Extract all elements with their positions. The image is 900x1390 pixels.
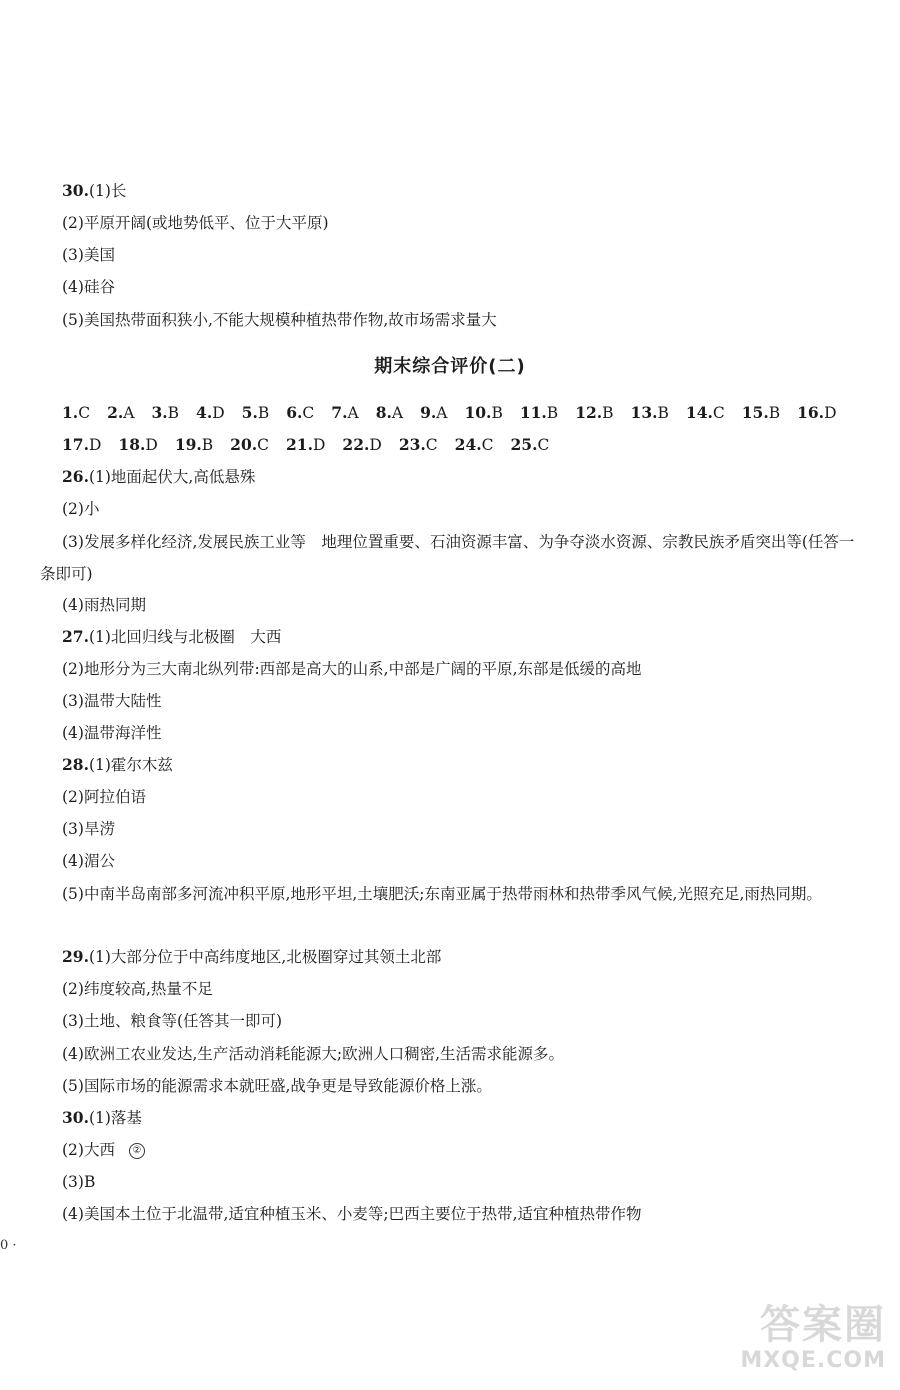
mcq-number: 21.	[286, 435, 313, 454]
mcq-number: 10.	[464, 403, 492, 422]
q30b-number: 30.	[62, 1108, 89, 1127]
mcq-number: 22.	[342, 435, 370, 454]
mcq-answer: B	[546, 404, 559, 422]
q30-part4: (4)硅谷	[62, 278, 115, 296]
q28-part1-text: (1)霍尔木兹	[88, 756, 173, 774]
mcq-item	[686, 402, 725, 424]
circled-number-icon: ②	[129, 1143, 145, 1159]
mcq-number: 12.	[575, 403, 603, 422]
mcq-item	[175, 434, 213, 456]
mcq-number: 23.	[398, 435, 426, 454]
mcq-number: 1.	[62, 403, 79, 422]
mcq-answer: D	[88, 436, 102, 454]
q29-part4: (4)欧洲工农业发达,生产活动消耗能源大;欧洲人口稠密,生活需求能源多。	[62, 1045, 565, 1063]
mcq-item	[399, 434, 438, 456]
q28-number: 28.	[62, 755, 89, 774]
mcq-number: 2.	[107, 403, 124, 422]
mcq-number: 18.	[118, 435, 146, 454]
q30b-part1	[62, 1107, 860, 1129]
mcq-item	[286, 434, 325, 456]
q28-part5: (5)中南半岛南部多河流冲积平原,地形平坦,土壤肥沃;东南亚属于热带雨林和热带季风气候,光照充足,雨热同期。	[62, 885, 822, 903]
mcq-answer: D	[212, 404, 225, 422]
mcq-number: 20.	[230, 435, 258, 454]
watermark-main-text: 答案圈	[760, 1302, 886, 1348]
mcq-answer: D	[824, 404, 837, 422]
mcq-item	[62, 434, 101, 456]
mcq-item	[151, 402, 179, 424]
mcq-answer: B	[257, 404, 270, 422]
mcq-answer: B	[602, 404, 614, 422]
q27-part1	[62, 626, 860, 648]
mcq-item	[455, 434, 494, 456]
mcq-answer: B	[768, 404, 781, 422]
mcq-answer: D	[145, 436, 158, 454]
mcq-number: 25.	[510, 435, 538, 454]
mcq-item	[242, 402, 270, 424]
q29-part1	[62, 946, 860, 968]
mcq-number: 5.	[241, 403, 258, 422]
q30b-part4: (4)美国本土位于北温带,适宜种植玉米、小麦等;巴西主要位于热带,适宜种植热带作物	[62, 1205, 642, 1223]
mcq-answer: D	[312, 436, 326, 454]
mcq-number: 24.	[454, 435, 482, 454]
section-title: 期末综合评价(二)	[374, 356, 526, 377]
q27-part2: (2)地形分为三大南北纵列带:西部是高大的山系,中部是广阔的平原,东部是低缓的高地	[62, 660, 642, 678]
mcq-number: 6.	[286, 403, 303, 422]
mcq-number: 19.	[174, 435, 202, 454]
mcq-answer: B	[201, 436, 214, 454]
mcq-answer: A	[436, 404, 448, 422]
mcq-answer: C	[481, 436, 494, 454]
q27-part4: (4)温带海洋性	[62, 724, 162, 742]
mcq-answer: B	[167, 404, 180, 422]
mcq-item	[196, 402, 225, 424]
mcq-item	[511, 434, 550, 456]
q27-part3: (3)温带大陆性	[62, 692, 162, 710]
q28-part4: (4)湄公	[62, 852, 115, 870]
q30-part5: (5)美国热带面积狭小,不能大规模种植热带作物,故市场需求量大	[62, 311, 497, 329]
mcq-answer: C	[78, 404, 91, 422]
mcq-item	[286, 402, 314, 424]
mcq-item	[62, 402, 90, 424]
q30-number: 30.	[62, 181, 89, 200]
mcq-answer: A	[347, 404, 359, 422]
mcq-answer: A	[391, 404, 404, 422]
mcq-number: 17.	[62, 435, 89, 454]
mcq-answer: A	[123, 404, 135, 422]
mcq-answer: C	[302, 404, 315, 422]
q26-part1	[62, 466, 860, 488]
mcq-answer: C	[712, 404, 725, 422]
q30b-part3: (3)B	[62, 1173, 96, 1191]
mcq-number: 13.	[630, 403, 658, 422]
mcq-item	[230, 434, 269, 456]
mcq-item	[342, 434, 381, 456]
q29-part5: (5)国际市场的能源需求本就旺盛,战争更是导致能源价格上涨。	[62, 1077, 492, 1095]
q26-part2: (2)小	[62, 500, 100, 518]
mcq-item	[118, 434, 157, 456]
mcq-item	[420, 402, 447, 424]
q27-part1-text: (1)北回归线与北极圈 大西	[88, 628, 282, 646]
page-number: 0 ·	[0, 1238, 17, 1253]
watermark-logo	[716, 1302, 886, 1382]
mcq-answer: B	[491, 404, 503, 422]
mcq-number: 8.	[375, 403, 392, 422]
mcq-number: 7.	[331, 403, 348, 422]
mcq-item	[520, 402, 558, 424]
mcq-item	[797, 402, 836, 424]
mcq-number: 9.	[420, 403, 437, 422]
q26-part1-text: (1)地面起伏大,高低悬殊	[88, 468, 256, 486]
q26-part3: (3)发展多样化经济,发展民族工业等 地理位置重要、石油资源丰富、为争夺淡水资源、宗教民族矛盾突出等(任答一条即可)	[40, 533, 855, 583]
q30-part1	[62, 180, 860, 202]
q27-number: 27.	[62, 627, 89, 646]
watermark-sub-text: MXQE.COM	[740, 1348, 886, 1373]
mcq-item	[742, 402, 780, 424]
q30b-part2-text: (2)大西	[62, 1141, 115, 1159]
mcq-item	[631, 402, 669, 424]
q30-part1-text: (1)长	[88, 182, 127, 200]
mcq-number: 15.	[741, 403, 769, 422]
q30-part3: (3)美国	[62, 246, 115, 264]
q30b-part1-text: (1)落基	[88, 1109, 142, 1127]
mcq-answers	[62, 402, 860, 456]
q28-part3: (3)旱涝	[62, 820, 115, 838]
q26-number: 26.	[62, 467, 89, 486]
mcq-item	[107, 402, 134, 424]
mcq-number: 11.	[519, 403, 547, 422]
mcq-number: 14.	[685, 403, 713, 422]
mcq-answer: C	[537, 436, 550, 454]
mcq-number: 4.	[196, 403, 213, 422]
q29-part2: (2)纬度较高,热量不足	[62, 980, 213, 998]
mcq-item	[464, 402, 502, 424]
q29-part3: (3)土地、粮食等(任答其一即可)	[62, 1012, 283, 1030]
mcq-item	[376, 402, 403, 424]
mcq-number: 16.	[797, 403, 825, 422]
mcq-answer: D	[369, 436, 382, 454]
q29-number: 29.	[62, 947, 89, 966]
mcq-item	[331, 402, 358, 424]
mcq-number: 3.	[151, 403, 168, 422]
q30-part2: (2)平原开阔(或地势低平、位于大平原)	[62, 214, 329, 232]
mcq-answer: B	[657, 404, 669, 422]
q28-part2: (2)阿拉伯语	[62, 788, 146, 806]
mcq-answer: C	[257, 436, 270, 454]
mcq-item	[575, 402, 613, 424]
q30b-part2	[62, 1139, 860, 1161]
mcq-answer: C	[425, 436, 438, 454]
q26-part4: (4)雨热同期	[62, 596, 146, 614]
q29-part1-text: (1)大部分位于中高纬度地区,北极圈穿过其领土北部	[88, 948, 442, 966]
q28-part1	[62, 754, 860, 776]
